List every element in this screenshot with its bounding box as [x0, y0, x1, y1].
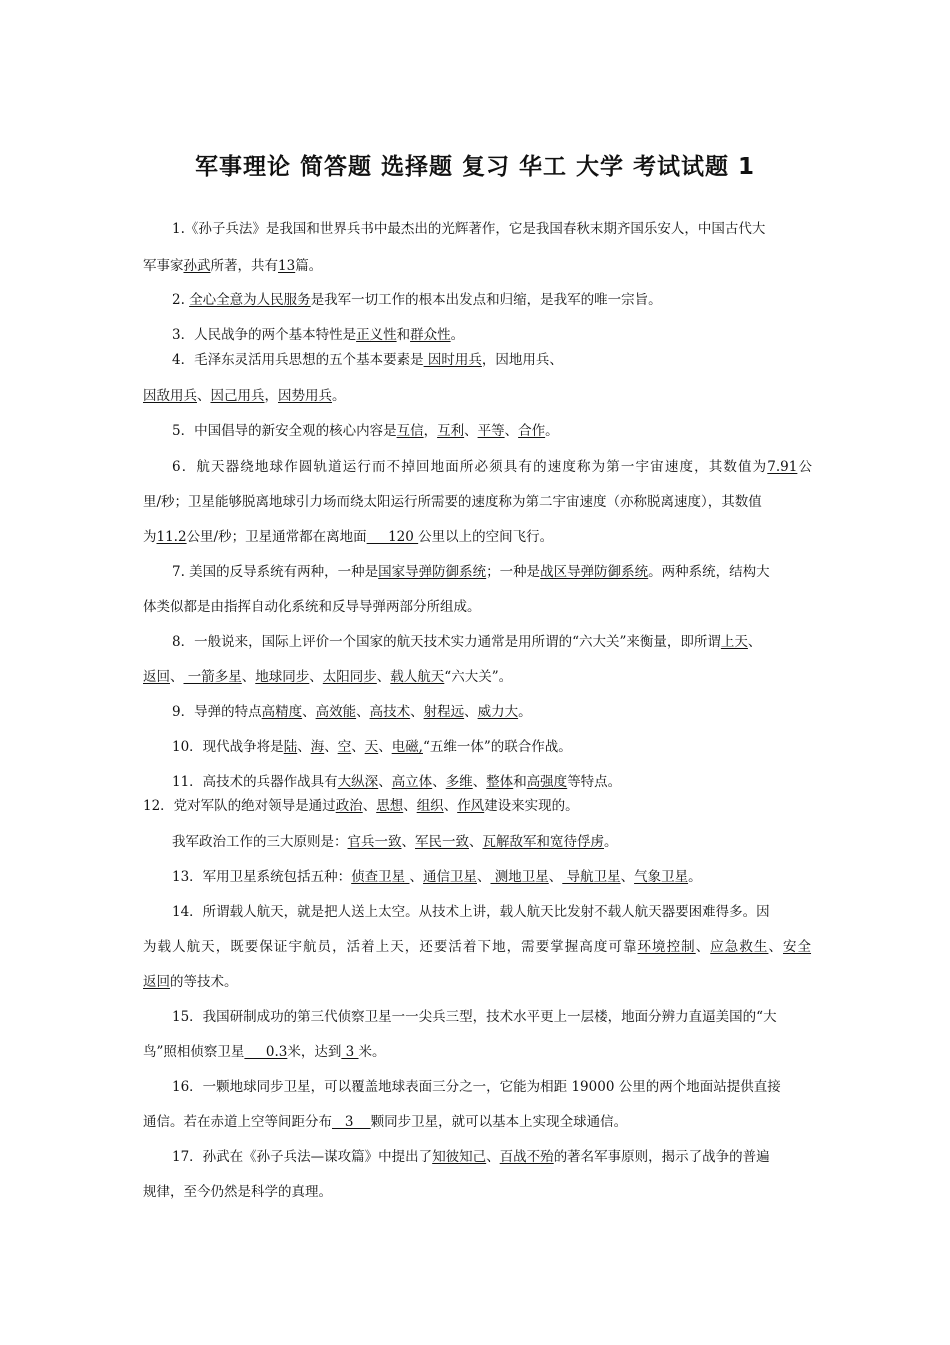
q13-text: 13．军用卫星系统包括五种：: [172, 869, 352, 885]
q1-answer-count: 13: [278, 258, 296, 274]
q6-line-1: [172, 457, 812, 477]
q8-answer-4: 地球同步: [255, 669, 310, 685]
q11-sep: 和: [513, 774, 527, 790]
q14-answer-3: 安全: [782, 939, 812, 955]
q17-text: 的著名军事原则，揭示了战争的普遍: [553, 1149, 770, 1165]
q13-answer-4: 导航卫星: [562, 869, 621, 885]
q5-text: 。: [545, 423, 559, 439]
q2-answer: 全心全意为人民服务: [189, 292, 311, 308]
q12-sep: 、: [443, 798, 458, 814]
q14-text: 的等技术。: [170, 974, 238, 990]
q9-sep: 、: [464, 704, 478, 720]
q1-text: 军事家: [143, 258, 184, 274]
q10-answer-3: 空: [337, 739, 352, 755]
q9-line: [172, 702, 812, 722]
q6-text: 公里以上的空间飞行。: [418, 529, 554, 545]
q15-answer-1: 0.3: [244, 1044, 288, 1060]
q11-text: 11．高技术的兵器作战具有: [172, 774, 338, 790]
q11-text: 等特点。: [567, 774, 622, 790]
q4-answer-1: 因时用兵: [423, 352, 482, 368]
q1-text: 篇。: [295, 258, 323, 274]
q5-answer-1: 互信: [396, 423, 424, 439]
q9-answer-1: 高精度: [261, 704, 303, 720]
q12-line-1: [143, 796, 811, 816]
q1-text: 所著，共有: [210, 258, 278, 274]
q10-sep: 、: [324, 739, 338, 755]
q8-text: 8．一般说来，国际上评价一个国家的航天技术实力通常是用所谓的“六大关”来衡量，即所谓: [172, 634, 721, 650]
q4-text: ，: [264, 388, 278, 404]
q9-answer-4: 射程远: [423, 704, 465, 720]
q10-sep: 、: [378, 739, 392, 755]
q12-principle-1: 官兵一致: [347, 834, 402, 850]
q8-sep: 、: [241, 669, 256, 685]
q1-line-1: [172, 219, 812, 239]
q8-sep: 、: [309, 669, 323, 685]
q13-answer-3: 测地卫星: [490, 869, 549, 885]
q14-text: 为载人航天，既要保证宇航员，活着上天，还要活着下地，需要掌握高度可靠: [143, 939, 638, 955]
q8-text: 、: [747, 634, 762, 650]
q16-line-2: [143, 1112, 811, 1132]
q14-answer-3-cont: 返回: [143, 974, 170, 990]
q9-text: 9．导弹的特点: [172, 704, 262, 720]
q15-text: 15．我国研制成功的第三代侦察卫星一一尖兵三型，技术水平更上一层楼，地面分辨力直逼美国的“大: [172, 1009, 777, 1025]
q3-text: 。: [450, 327, 465, 343]
q13-answer-5: 气象卫星: [634, 869, 689, 885]
q6-line-2: [143, 492, 811, 512]
q13-sep: 、: [620, 869, 635, 885]
q9-sep: 、: [410, 704, 424, 720]
q9-answer-3: 高技术: [369, 704, 411, 720]
q10-answer-5: 电磁,: [391, 739, 423, 755]
q10-sep: 、: [351, 739, 365, 755]
q12-line-2: [172, 832, 812, 852]
q6-answer-3: 120: [366, 529, 419, 545]
q7-text: 。两种系统，结构大: [648, 564, 770, 580]
q15-text: 米。: [358, 1044, 386, 1060]
q5-answer-2: 互利: [437, 423, 465, 439]
q8-answer-2: 返回: [143, 669, 170, 685]
q12-answer-4: 作风: [457, 798, 485, 814]
q4-text: ，因地用兵、: [481, 352, 563, 368]
q6-answer-1: 7.91: [767, 459, 798, 475]
q4-answer-5: 因势用兵: [278, 388, 332, 404]
q5-answer-3: 平等: [477, 423, 505, 439]
q7-line-2: [143, 597, 811, 617]
q7-text: 体类似都是由指挥自动化系统和反导导弹两部分所组成。: [143, 599, 481, 615]
q11-answer-1: 大纵深: [337, 774, 379, 790]
q9-sep: 、: [356, 704, 370, 720]
q10-answer-4: 天: [364, 739, 379, 755]
q3-text: 和: [396, 327, 411, 343]
q7-text: 7. 美国的反导系统有两种，一种是: [172, 564, 379, 580]
q12-sep: 、: [401, 834, 415, 850]
q17-text: 17．孙武在《孙子兵法—谋攻篇》中提出了: [172, 1149, 433, 1165]
q13-sep: 、: [409, 869, 423, 885]
q14-line-2: [143, 937, 811, 957]
q8-answer-3: 一箭多星: [183, 669, 242, 685]
q2-line: [172, 290, 812, 310]
q14-text: 14．所谓载人航天，就是把人送上太空。从技术上讲，载人航天比发射不载人航天器要困难得多。因: [172, 904, 770, 920]
q10-sep: 、: [297, 739, 311, 755]
q12-answer-1: 政治: [335, 798, 363, 814]
q6-text: 公: [797, 459, 812, 475]
q7-line-1: [172, 562, 812, 582]
q2-text: 是我军一切工作的根本出发点和归缩，是我军的唯一宗旨。: [310, 292, 662, 308]
q12-text: 我军政治工作的三大原则是：: [172, 834, 348, 850]
q4-line-1: [172, 350, 812, 370]
q17-line-2: [143, 1182, 811, 1202]
q1-text: 1.《孙子兵法》是我国和世界兵书中最杰出的光辉著作，它是我国春秋末期齐国乐安人，中国古代大: [172, 221, 766, 237]
q13-sep: 、: [548, 869, 563, 885]
q14-line-1: [172, 902, 812, 922]
q12-sep: 、: [469, 834, 483, 850]
q6-line-3: [143, 527, 811, 547]
q8-sep: 、: [170, 669, 184, 685]
q14-answer-1: 环境控制: [637, 939, 696, 955]
q8-answer-5: 太阳同步: [322, 669, 377, 685]
q13-text: 。: [688, 869, 702, 885]
q16-line-1: [172, 1077, 812, 1097]
q12-answer-3: 组织: [416, 798, 444, 814]
q6-text: 为: [143, 529, 157, 545]
q6-answer-2: 11.2: [156, 529, 187, 545]
q15-text: 鸟”照相侦察卫星: [143, 1044, 245, 1060]
q8-answer-1: 上天: [720, 634, 748, 650]
q4-text: 、: [197, 388, 211, 404]
q7-answer-2: 战区导弹防御系统: [540, 564, 649, 580]
q7-answer-1: 国家导弹防御系统: [378, 564, 487, 580]
q16-text: 颗同步卫星，就可以基本上实现全球通信。: [370, 1114, 628, 1130]
q9-answer-2: 高效能: [315, 704, 357, 720]
q11-answer-5: 高强度: [526, 774, 568, 790]
q4-line-2: [143, 386, 811, 406]
q15-text: 米，达到: [287, 1044, 342, 1060]
q8-text: “六大关”。: [444, 669, 513, 685]
q14-answer-2: 应急救生: [710, 939, 769, 955]
q17-answer-2: 百战不殆: [499, 1149, 554, 1165]
q10-answer-2: 海: [310, 739, 325, 755]
q11-answer-3: 多维: [445, 774, 473, 790]
q8-line-1: [172, 632, 812, 652]
q17-line-1: [172, 1147, 812, 1167]
q11-sep: 、: [472, 774, 487, 790]
q6-text: 6．航天器绕地球作圆轨道运行而不掉回地面所必须具有的速度称为第一宇宙速度，其数值为: [172, 459, 768, 475]
page-title: 军事理论 简答题 选择题 复习 华工 大学 考试试题 1: [194, 154, 756, 180]
q4-text: 。: [332, 388, 346, 404]
q8-sep: 、: [376, 669, 391, 685]
q9-answer-5: 威力大: [477, 704, 519, 720]
q6-text: 里/秒；卫星能够脱离地球引力场而绕太阳运行所需要的速度称为第二宇宙速度（亦称脱离速度），其数值: [143, 494, 762, 510]
q5-answer-4: 合作: [518, 423, 546, 439]
q14-sep: 、: [695, 939, 711, 955]
q12-text: 12．党对军队的绝对领导是通过: [143, 798, 336, 814]
q10-line: [172, 737, 812, 757]
q11-answer-4: 整体: [486, 774, 514, 790]
q2-number: 2.: [172, 292, 185, 308]
q13-answer-1: 侦查卫星: [351, 869, 410, 885]
q16-answer: 3: [332, 1114, 371, 1130]
q12-principle-2: 军民一致: [415, 834, 469, 850]
q17-answer-1: 知彼知己: [432, 1149, 487, 1165]
q4-text: 4．毛泽东灵活用兵思想的五个基本要素是: [172, 352, 424, 368]
q4-answer-3: 因敌用兵: [143, 388, 197, 404]
q5-sep: ，: [423, 423, 438, 439]
q5-line: [172, 421, 812, 441]
q8-answer-6: 载人航天: [390, 669, 445, 685]
q12-principle-3: 瓦解敌军和宽待俘虏: [482, 834, 604, 850]
q7-text: ；一种是: [486, 564, 541, 580]
q3-answer-1: 正义性: [356, 327, 397, 343]
q12-answer-2: 思想: [376, 798, 404, 814]
q3-answer-2: 群众性: [410, 327, 451, 343]
q5-text: 5．中国倡导的新安全观的核心内容是: [172, 423, 397, 439]
q16-text: 16．一颗地球同步卫星，可以覆盖地球表面三分之一，它能为相距 19000 公里的两个地面站提供直接: [172, 1079, 781, 1095]
q5-sep: 、: [504, 423, 519, 439]
q11-sep: 、: [378, 774, 392, 790]
q1-line-2: [143, 256, 811, 276]
q6-text: 公里/秒；卫星通常都在离地面: [186, 529, 367, 545]
q4-answer-4: 因己用兵: [210, 388, 265, 404]
q15-answer-2: 3: [341, 1044, 359, 1060]
q10-answer-1: 陆: [283, 739, 298, 755]
q17-text: 规律，至今仍然是科学的真理。: [143, 1184, 332, 1200]
q13-sep: 、: [476, 869, 491, 885]
q15-line-1: [172, 1007, 812, 1027]
q15-line-2: [143, 1042, 811, 1062]
q17-sep: 、: [486, 1149, 500, 1165]
q9-sep: 、: [302, 704, 316, 720]
q12-sep: 、: [362, 798, 377, 814]
q12-sep: 、: [403, 798, 417, 814]
q13-answer-2: 通信卫星: [422, 869, 477, 885]
q10-text: “五维一体”的联合作战。: [422, 739, 572, 755]
q1-answer-author: 孙武: [183, 258, 211, 274]
q5-sep: 、: [464, 423, 478, 439]
q3-line: [172, 325, 812, 345]
q8-line-2: [143, 667, 811, 687]
q12-text: 建设来实现的。: [484, 798, 579, 814]
q11-line: [172, 772, 812, 792]
q11-sep: 、: [432, 774, 446, 790]
q14-sep: 、: [768, 939, 783, 955]
q9-text: 。: [518, 704, 532, 720]
q11-answer-2: 高立体: [391, 774, 433, 790]
q14-line-3: [143, 972, 811, 992]
q3-text: 3．人民战争的两个基本特性是: [172, 327, 357, 343]
q10-text: 10．现代战争将是: [172, 739, 284, 755]
q16-text: 通信。若在赤道上空等间距分布: [143, 1114, 332, 1130]
q12-text: 。: [604, 834, 618, 850]
q13-line: [172, 867, 812, 887]
